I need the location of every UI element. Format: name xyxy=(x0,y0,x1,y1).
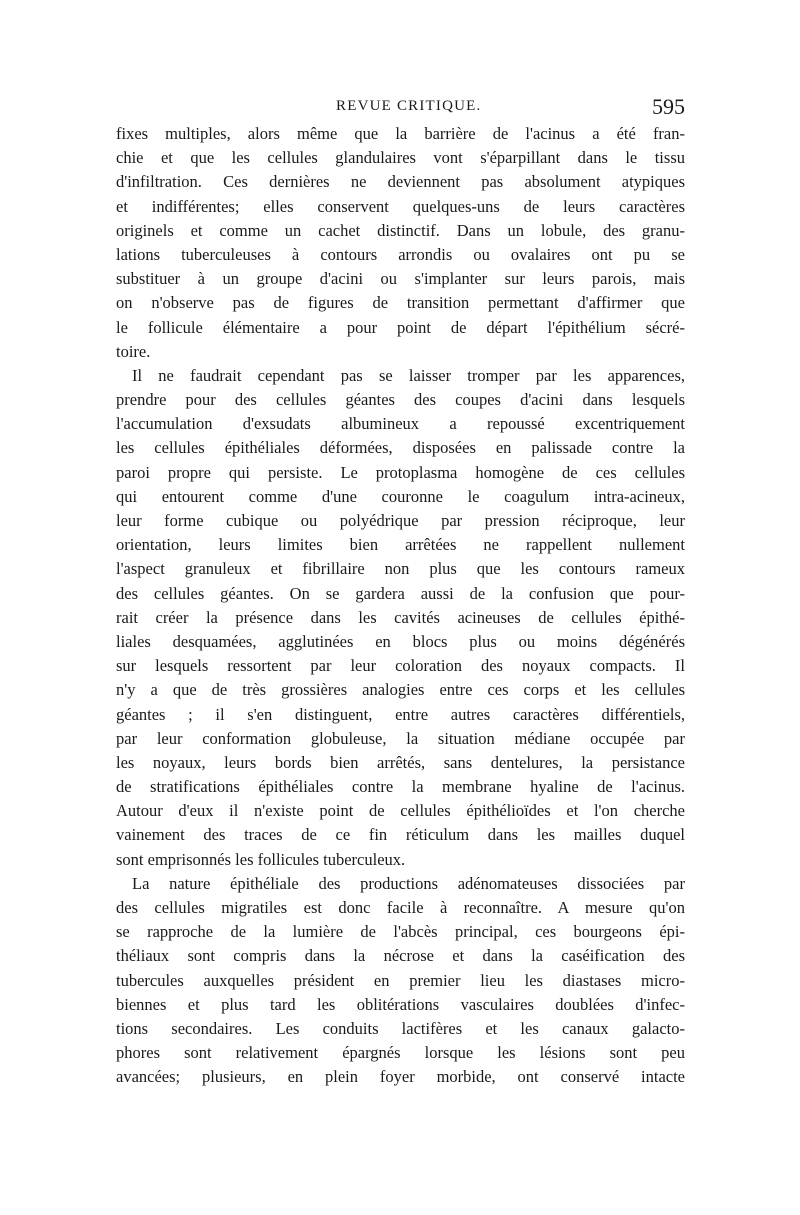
text-line: chie et que les cellules glandulaires vont s'éparpillant dans le tissu xyxy=(116,148,685,168)
text-line: toire. xyxy=(116,341,151,361)
text-line: l'accumulation d'exsudats albumineux a repoussé excentriquement xyxy=(116,414,685,434)
text-line: tubercules auxquelles président en premier lieu les diastases micro- xyxy=(116,970,685,990)
text-line: on n'observe pas de figures de transition permettant d'affirmer que xyxy=(116,293,685,313)
text-line: rait créer la présence dans les cavités acineuses de cellules épithé- xyxy=(116,607,685,627)
text-line: Il ne faudrait cependant pas se laisser tromper par les apparences, xyxy=(132,365,685,385)
text-line: avancées; plusieurs, en plein foyer morbide, ont conservé intacte xyxy=(116,1067,685,1087)
text-line: qui entourent comme d'une couronne le coagulum intra-acineux, xyxy=(116,486,685,506)
text-line: orientation, leurs limites bien arrêtées ne rappellent nullement xyxy=(116,535,685,555)
text-line: de stratifications épithéliales contre la membrane hyaline de l'acinus. xyxy=(116,777,685,797)
text-line: les noyaux, leurs bords bien arrêtés, sans dentelures, la persistance xyxy=(116,752,685,772)
running-title: REVUE CRITIQUE. xyxy=(336,98,482,114)
body-text xyxy=(116,122,685,1090)
text-line: originels et comme un cachet distinctif. Dans un lobule, des granu- xyxy=(116,220,685,240)
text-line: sur lesquels ressortent par leur coloration des noyaux compacts. Il xyxy=(116,656,685,676)
text-line: le follicule élémentaire a pour point de départ l'épithélium sécré- xyxy=(116,317,685,337)
text-line: n'y a que de très grossières analogies entre ces corps et les cellules xyxy=(116,680,685,700)
text-line: théliaux sont compris dans la nécrose et dans la caséification des xyxy=(116,946,685,966)
text-line: liales desquamées, agglutinées en blocs plus ou moins dégénérés xyxy=(116,631,685,651)
text-line: tions secondaires. Les conduits lactifères et les canaux galacto- xyxy=(116,1018,685,1038)
text-line: les cellules épithéliales déformées, disposées en palissade contre la xyxy=(116,438,685,458)
running-head xyxy=(0,94,800,124)
text-line: Autour d'eux il n'existe point de cellules épithélioïdes et l'on cherche xyxy=(116,801,685,821)
text-line: des cellules géantes. On se gardera aussi de la confusion que pour- xyxy=(116,583,685,603)
text-line: phores sont relativement épargnés lorsque les lésions sont peu xyxy=(116,1043,685,1063)
text-line: vainement des traces de ce fin réticulum dans les mailles duquel xyxy=(116,825,685,845)
text-line: l'aspect granuleux et fibrillaire non plus que les contours rameux xyxy=(116,559,685,579)
text-line: La nature épithéliale des productions adénomateuses dissociées par xyxy=(132,873,685,893)
text-line: substituer à un groupe d'acini ou s'implanter sur leurs parois, mais xyxy=(116,269,685,289)
text-line: sont emprisonnés les follicules tuberculeux. xyxy=(116,849,406,869)
text-line: par leur conformation globuleuse, la situation médiane occupée par xyxy=(116,728,685,748)
text-line: prendre pour des cellules géantes des coupes d'acini dans lesquels xyxy=(116,390,685,410)
text-line: paroi propre qui persiste. Le protoplasma homogène de ces cellules xyxy=(116,462,685,482)
text-line: géantes ; il s'en distinguent, entre autres caractères différentiels, xyxy=(116,704,685,724)
text-line: leur forme cubique ou polyédrique par pression réciproque, leur xyxy=(116,511,685,530)
text-line: se rapproche de la lumière de l'abcès principal, ces bourgeons épi- xyxy=(116,922,685,942)
text-line: d'infiltration. Ces dernières ne deviennent pas absolument atypiques xyxy=(116,172,685,192)
text-line: biennes et plus tard les oblitérations vasculaires doublées d'infec- xyxy=(116,994,685,1014)
text-line: lations tuberculeuses à contours arrondis ou ovalaires ont pu se xyxy=(116,244,685,264)
text-line: et indifférentes; elles conservent quelques-uns de leurs caractères xyxy=(116,196,685,216)
text-line: des cellules migratiles est donc facile à reconnaître. A mesure qu'on xyxy=(116,898,685,917)
page-number: 595 xyxy=(652,94,685,119)
text-line: fixes multiples, alors même que la barrière de l'acinus a été fran- xyxy=(116,124,685,143)
